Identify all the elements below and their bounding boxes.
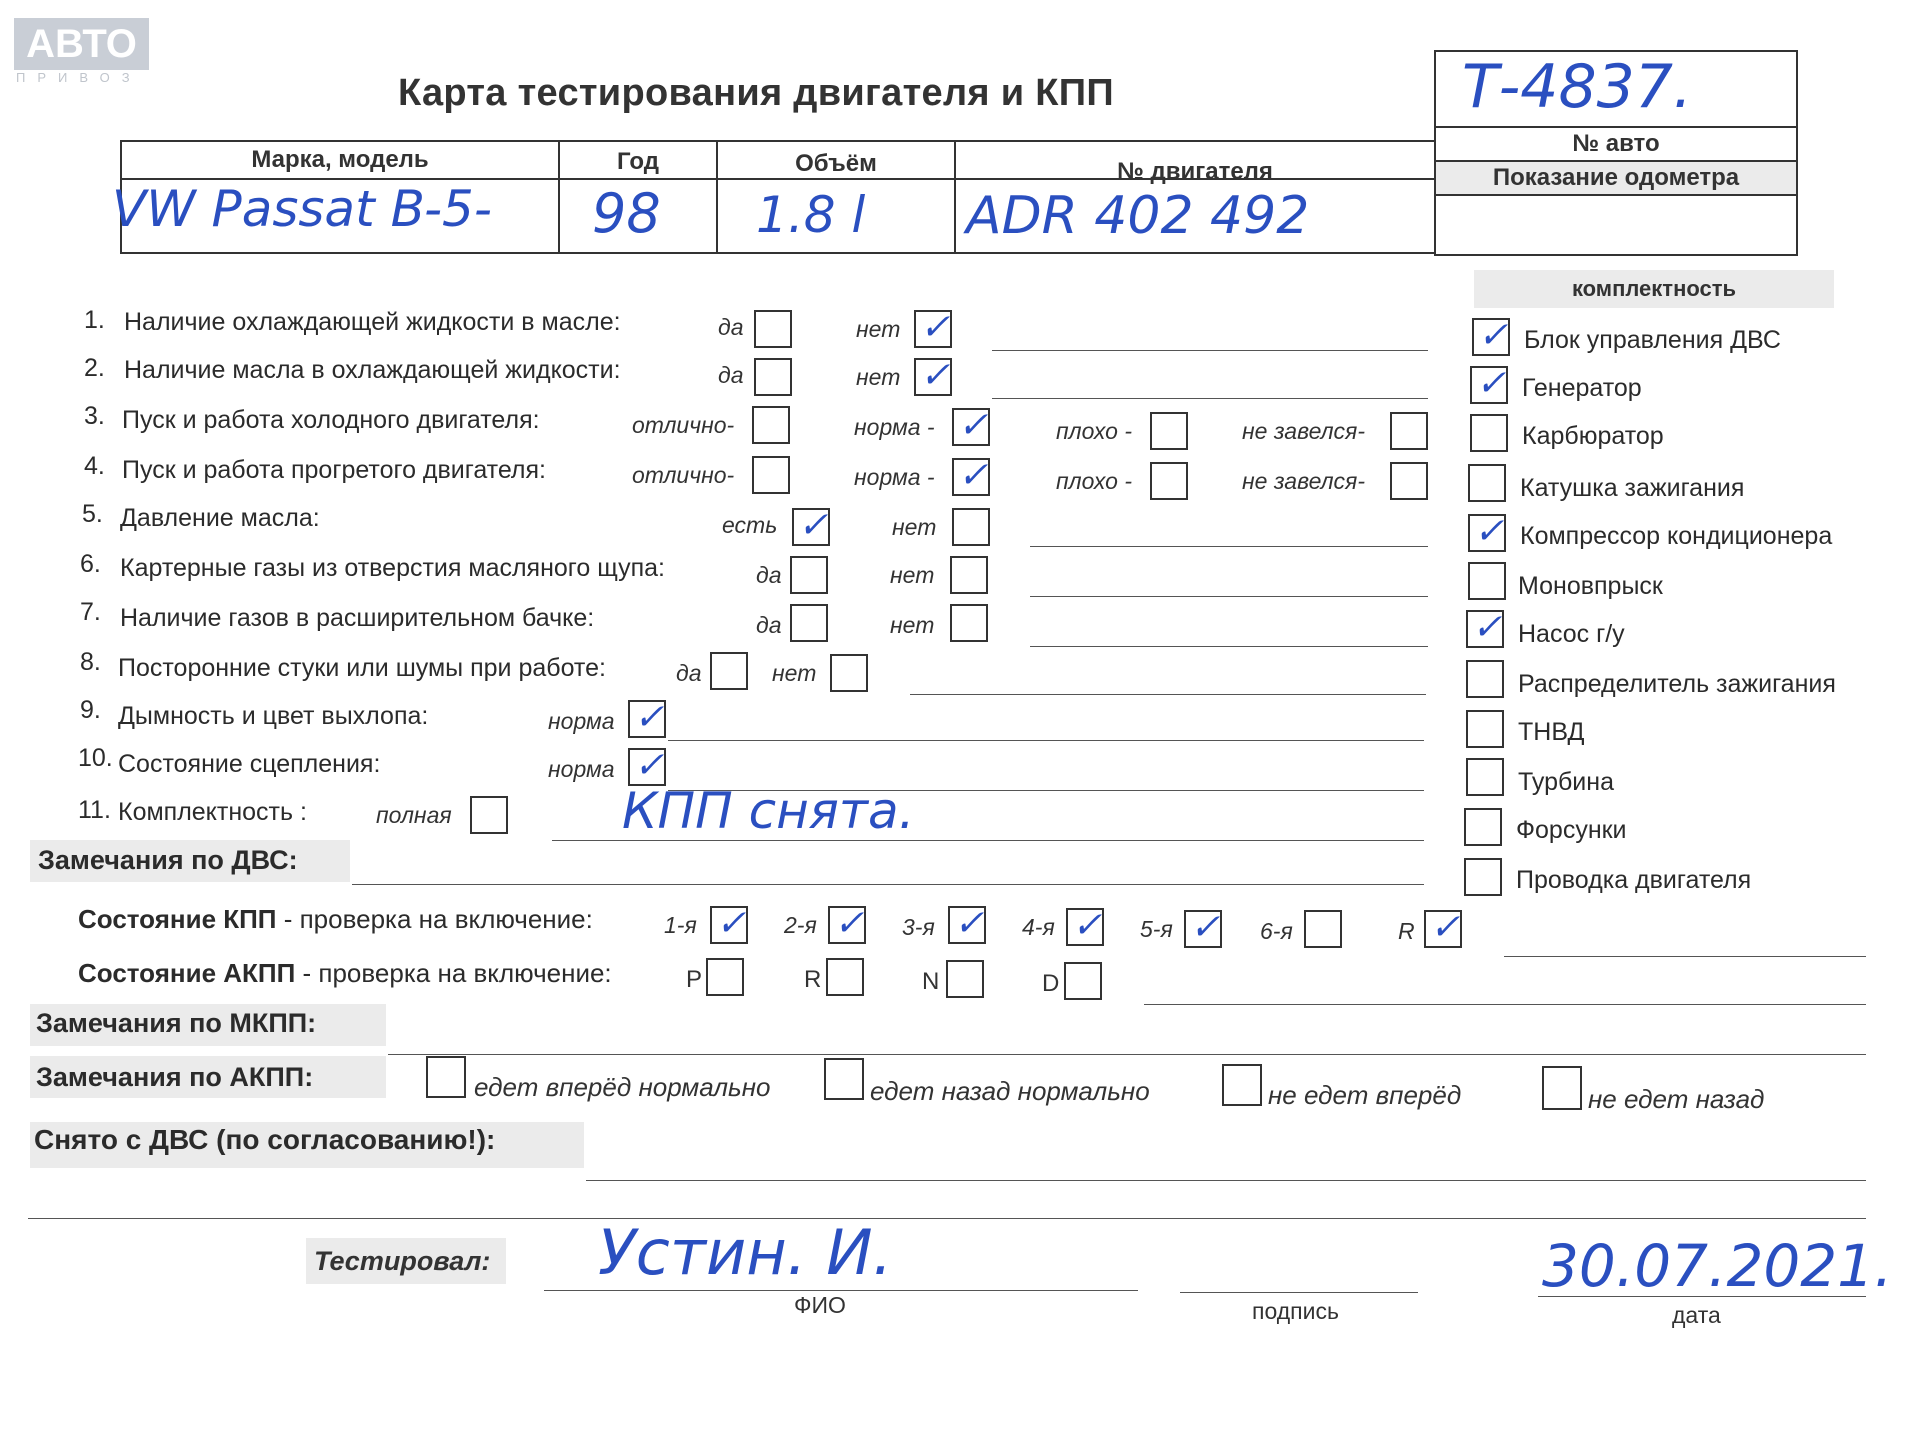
- q5-line: [1030, 546, 1428, 547]
- q1-label: Наличие охлаждающей жидкости в масле:: [124, 308, 621, 336]
- auto-number-label: № авто: [1572, 130, 1660, 157]
- q2-label: Наличие масла в охлаждающей жидкости:: [124, 356, 621, 384]
- q4-opt-bad: плохо -: [1056, 468, 1132, 494]
- q8-line: [910, 694, 1426, 695]
- q11-note: КПП снята.: [622, 782, 915, 840]
- gear-1-label: 1-я: [664, 912, 697, 938]
- q4-opt-nostart: не завелся-: [1242, 468, 1366, 494]
- engine-value: ADR 402 492: [966, 186, 1310, 246]
- kit-ps-pump-checkbox[interactable]: [1466, 610, 1504, 648]
- q7-line: [1030, 646, 1428, 647]
- gear-r-checkbox[interactable]: [1424, 910, 1462, 948]
- q8-opt-da: да: [676, 660, 702, 686]
- kit-ps-pump-label: Насос г/у: [1518, 620, 1625, 648]
- q5-opt-no: нет: [892, 514, 937, 540]
- q6-da-checkbox[interactable]: [790, 556, 828, 594]
- q2-opt-da: да: [718, 362, 744, 388]
- q11-opt-full: полная: [376, 802, 452, 828]
- kit-turbine-checkbox[interactable]: [1466, 758, 1504, 796]
- gear-2-checkbox[interactable]: [828, 906, 866, 944]
- gear-r-label: R: [1398, 918, 1415, 944]
- gear-4-checkbox[interactable]: [1066, 908, 1104, 946]
- q8-net-checkbox[interactable]: [830, 654, 868, 692]
- date-line: [1538, 1296, 1866, 1297]
- q4-normal-checkbox[interactable]: [952, 458, 990, 496]
- date-label: дата: [1672, 1302, 1721, 1328]
- q3-opt-normal: норма -: [854, 414, 935, 440]
- q7-net-checkbox[interactable]: [950, 604, 988, 642]
- remarks-akpp-label: Замечания по АКПП:: [36, 1062, 314, 1092]
- q7-label: Наличие газов в расширительном бачке:: [120, 604, 595, 632]
- kit-injectors-checkbox[interactable]: [1464, 808, 1502, 846]
- kpp-label: Состояние КПП - проверка на включение:: [78, 904, 593, 934]
- q10-normal-checkbox[interactable]: [628, 748, 666, 786]
- kit-distributor-checkbox[interactable]: [1466, 660, 1504, 698]
- q1-opt-net: нет: [856, 316, 901, 342]
- kit-turbine-label: Турбина: [1518, 768, 1614, 796]
- q3-bad-checkbox[interactable]: [1150, 412, 1188, 450]
- akpp-forward-ok-checkbox[interactable]: [426, 1056, 466, 1098]
- akpp-no-reverse-checkbox[interactable]: [1542, 1066, 1582, 1110]
- q1-da-checkbox[interactable]: [754, 310, 792, 348]
- q9-normal-checkbox[interactable]: [628, 700, 666, 738]
- q7-da-checkbox[interactable]: [790, 604, 828, 642]
- sign-line: [1180, 1292, 1418, 1293]
- year-value: 98: [592, 182, 661, 245]
- kit-coil-label: Катушка зажигания: [1520, 474, 1745, 502]
- akpp-mode-r-label: R: [804, 966, 822, 993]
- q1-line: [992, 350, 1428, 351]
- remarks-mkpp-label: Замечания по МКПП:: [36, 1008, 317, 1038]
- q9-num: 9.: [80, 696, 101, 724]
- q1-num: 1.: [84, 306, 105, 334]
- odometer-value-cell: [1434, 194, 1798, 256]
- q3-num: 3.: [84, 402, 105, 430]
- q7-opt-da: да: [756, 612, 782, 638]
- remarks-engine-label: Замечания по ДВС:: [38, 845, 298, 875]
- fio-line: [544, 1290, 1138, 1291]
- akpp-mode-n-checkbox[interactable]: [946, 960, 984, 998]
- q4-bad-checkbox[interactable]: [1150, 462, 1188, 500]
- akpp-forward-ok-label: едет вперёд нормально: [474, 1072, 771, 1102]
- q2-line: [992, 398, 1428, 399]
- q1-opt-da: да: [718, 314, 744, 340]
- kit-carburetor-checkbox[interactable]: [1470, 414, 1508, 452]
- q3-opt-bad: плохо -: [1056, 418, 1132, 444]
- kit-generator-label: Генератор: [1522, 374, 1642, 402]
- fio-value: Устин. И.: [598, 1216, 893, 1289]
- gear-3-label: 3-я: [902, 914, 935, 940]
- q5-no-checkbox[interactable]: [952, 508, 990, 546]
- volume-value: 1.8 l: [756, 186, 866, 244]
- q11-line: [552, 840, 1424, 841]
- gear-6-label: 6-я: [1260, 918, 1293, 944]
- akpp-mode-d-checkbox[interactable]: [1064, 962, 1102, 1000]
- gear-3-checkbox[interactable]: [948, 906, 986, 944]
- akpp-mode-p-label: P: [686, 966, 703, 993]
- logo-subtitle: ПРИВОЗ: [16, 70, 142, 85]
- akpp-line: [1144, 1004, 1866, 1005]
- q3-label: Пуск и работа холодного двигателя:: [122, 406, 540, 434]
- gear-5-label: 5-я: [1140, 916, 1173, 942]
- kit-injectors-label: Форсунки: [1516, 816, 1627, 844]
- col-year-label: Год: [617, 148, 659, 175]
- akpp-no-forward-label: не едет вперёд: [1268, 1080, 1462, 1110]
- q2-da-checkbox[interactable]: [754, 358, 792, 396]
- akpp-reverse-ok-checkbox[interactable]: [824, 1058, 864, 1100]
- q8-da-checkbox[interactable]: [710, 652, 748, 690]
- q7-opt-net: нет: [890, 612, 935, 638]
- gear-4-label: 4-я: [1022, 914, 1055, 940]
- q2-net-checkbox[interactable]: [914, 358, 952, 396]
- q2-opt-net: нет: [856, 364, 901, 390]
- col-model-label: Марка, модель: [251, 146, 429, 173]
- kit-tnvd-label: ТНВД: [1518, 718, 1585, 746]
- akpp-reverse-ok-label: едет назад нормально: [870, 1076, 1150, 1106]
- q6-label: Картерные газы из отверстия масляного щупа:: [120, 554, 665, 582]
- kit-generator-checkbox[interactable]: [1470, 366, 1508, 404]
- q3-opt-excellent: отлично-: [632, 412, 735, 438]
- q5-label: Давление масла:: [120, 504, 320, 532]
- q10-label: Состояние сцепления:: [118, 750, 381, 778]
- date-value: 30.07.2021.: [1542, 1232, 1893, 1300]
- kit-monoinjection-checkbox[interactable]: [1468, 562, 1506, 600]
- kit-coil-checkbox[interactable]: [1468, 464, 1506, 502]
- fio-label: ФИО: [794, 1292, 846, 1318]
- q5-num: 5.: [82, 500, 103, 528]
- q6-line: [1030, 596, 1428, 597]
- removed-line-2: [28, 1218, 1866, 1219]
- q6-net-checkbox[interactable]: [950, 556, 988, 594]
- page-title: Карта тестирования двигателя и КПП: [398, 72, 1114, 114]
- akpp-label: Состояние АКПП - проверка на включение:: [78, 958, 612, 988]
- q7-num: 7.: [80, 598, 101, 626]
- auto-number-value: Т-4837.: [1462, 52, 1693, 122]
- q2-num: 2.: [84, 354, 105, 382]
- q9-line: [668, 740, 1424, 741]
- q3-excellent-checkbox[interactable]: [752, 406, 790, 444]
- odometer-label: Показание одометра: [1492, 164, 1740, 191]
- col-volume-label: Объём: [795, 150, 877, 177]
- akpp-mode-r-checkbox[interactable]: [826, 958, 864, 996]
- akpp-mode-n-label: N: [922, 968, 940, 995]
- removed-label: Снято с ДВС (по согласованию!):: [34, 1124, 496, 1155]
- q4-nostart-checkbox[interactable]: [1390, 462, 1428, 500]
- q4-excellent-checkbox[interactable]: [752, 456, 790, 494]
- akpp-mode-p-checkbox[interactable]: [706, 958, 744, 996]
- logo: АВТО: [14, 18, 149, 70]
- kit-title: комплектность: [1571, 276, 1737, 301]
- q8-num: 8.: [80, 648, 101, 676]
- q6-num: 6.: [80, 550, 101, 578]
- remarks-mkpp-line: [388, 1054, 1866, 1055]
- q5-opt-yes: есть: [722, 512, 778, 538]
- q10-num: 10.: [78, 744, 113, 772]
- q4-label: Пуск и работа прогретого двигателя:: [122, 456, 546, 484]
- kit-ecu-checkbox[interactable]: [1472, 318, 1510, 356]
- kit-carburetor-label: Карбюратор: [1522, 422, 1664, 450]
- q3-nostart-checkbox[interactable]: [1390, 412, 1428, 450]
- q11-num: 11.: [78, 796, 111, 824]
- q6-opt-net: нет: [890, 562, 935, 588]
- kit-ac-compressor-checkbox[interactable]: [1468, 514, 1506, 552]
- remarks-engine-line: [352, 884, 1424, 885]
- akpp-no-forward-checkbox[interactable]: [1222, 1064, 1262, 1106]
- q8-opt-net: нет: [772, 660, 817, 686]
- q11-label: Комплектность :: [118, 798, 307, 826]
- gear-1-checkbox[interactable]: [710, 906, 748, 944]
- kpp-line: [1504, 956, 1866, 957]
- model-value: VW Passat B-5-: [112, 180, 492, 238]
- gear-2-label: 2-я: [784, 912, 817, 938]
- q3-opt-nostart: не завелся-: [1242, 418, 1366, 444]
- kit-distributor-label: Распределитель зажигания: [1518, 670, 1836, 698]
- gear-6-checkbox[interactable]: [1304, 910, 1342, 948]
- q11-full-checkbox[interactable]: [470, 796, 508, 834]
- tested-label: Тестировал:: [314, 1246, 491, 1276]
- q4-num: 4.: [84, 452, 105, 480]
- removed-line: [586, 1180, 1866, 1181]
- q5-yes-checkbox[interactable]: [792, 508, 830, 546]
- q10-opt-normal: норма: [548, 756, 615, 782]
- q9-opt-normal: норма: [548, 708, 615, 734]
- q8-label: Посторонние стуки или шумы при работе:: [118, 654, 606, 682]
- kit-wiring-checkbox[interactable]: [1464, 858, 1502, 896]
- kit-tnvd-checkbox[interactable]: [1466, 710, 1504, 748]
- q9-label: Дымность и цвет выхлопа:: [118, 702, 429, 730]
- q3-normal-checkbox[interactable]: [952, 408, 990, 446]
- akpp-mode-d-label: D: [1042, 970, 1060, 997]
- sign-label: подпись: [1252, 1298, 1339, 1324]
- kit-monoinjection-label: Моновпрыск: [1518, 572, 1663, 600]
- q4-opt-normal: норма -: [854, 464, 935, 490]
- col-engine-label: № двигателя: [1117, 158, 1273, 185]
- q1-net-checkbox[interactable]: [914, 310, 952, 348]
- akpp-no-reverse-label: не едет назад: [1588, 1084, 1765, 1114]
- gear-5-checkbox[interactable]: [1184, 910, 1222, 948]
- kit-ac-compressor-label: Компрессор кондиционера: [1520, 522, 1833, 550]
- q6-opt-da: да: [756, 562, 782, 588]
- kit-ecu-label: Блок управления ДВС: [1524, 326, 1781, 354]
- q4-opt-excellent: отлично-: [632, 462, 735, 488]
- kit-wiring-label: Проводка двигателя: [1516, 866, 1752, 894]
